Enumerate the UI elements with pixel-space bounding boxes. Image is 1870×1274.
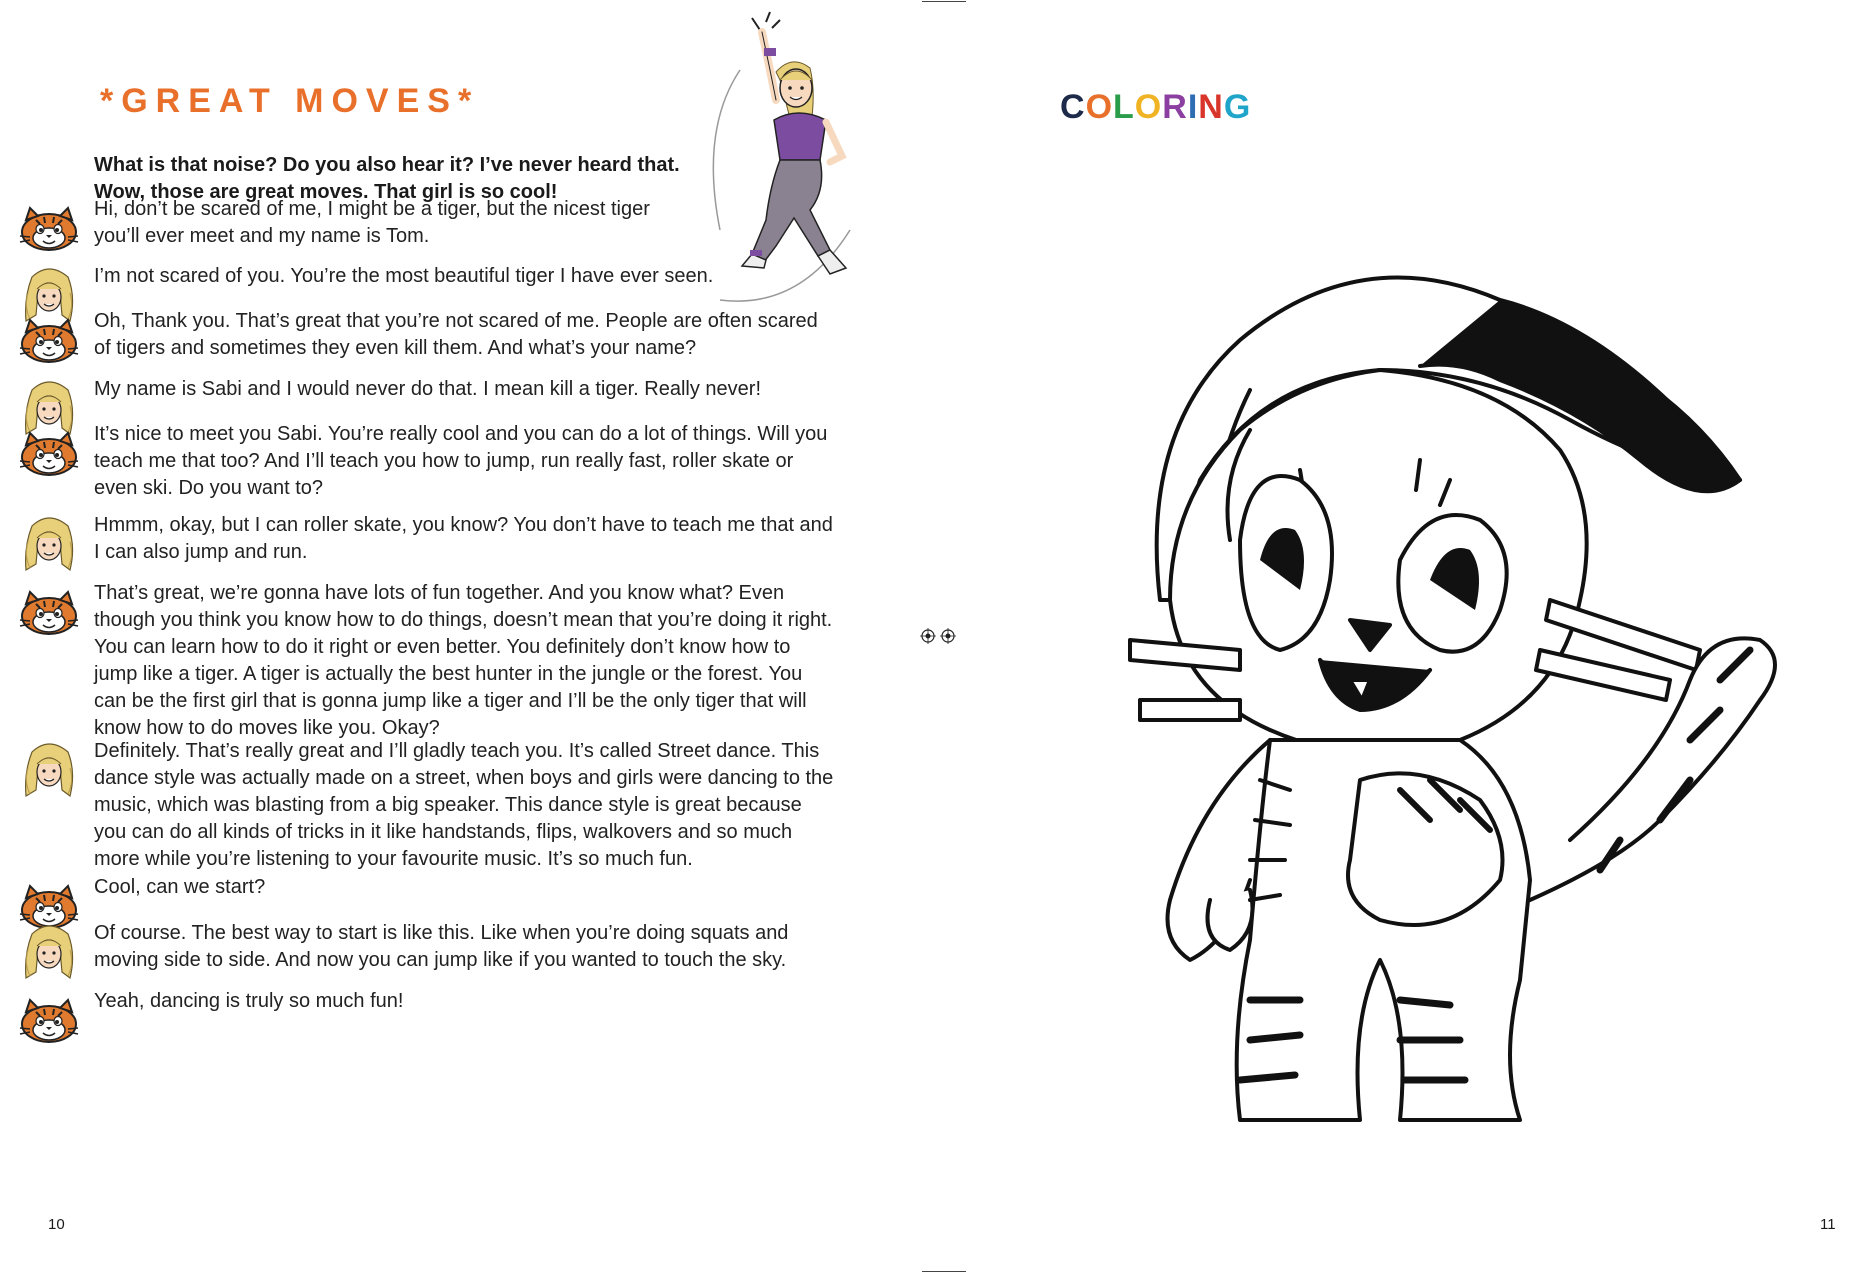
dialogue-text: I’m not scared of you. You’re the most beautiful tiger I have ever seen. <box>94 265 714 287</box>
title-letter: L <box>1113 88 1135 126</box>
dialogue-text: It’s nice to meet you Sabi. You’re really cool and you can do a lot of things. Will you teach me that too? And I’ll teach you how to jump, run really fast, roller skate or even ski. Do you want to? <box>94 423 828 499</box>
dialogue-text: Cool, can we start? <box>94 876 266 898</box>
page-title: *GREAT MOVES* <box>100 82 480 120</box>
intro-line: Wow, those are great moves. That girl is so cool! <box>94 181 558 203</box>
title-letter: I <box>1187 88 1199 126</box>
title-letter: R <box>1162 88 1188 126</box>
tiger-face-icon <box>18 308 80 370</box>
title-letter: N <box>1198 88 1224 126</box>
title-letter: O <box>1134 88 1163 126</box>
dialogue-text: Hmmm, okay, but I can roller skate, you know? You don’t have to teach me that and I can also jump and run. <box>94 514 833 563</box>
dialogue-text: That’s great, we’re gonna have lots of fun together. And you know what? Even though you think you know how to do things, doesn’t mean that you’re doing it right. You can learn how to do it right or even better. You definitely don’t know how to jump like a tiger. A tiger is actually the best hunter in the jungle or the forest. You can be the first girl that is gonna jump like a tiger and I’ll be the only tiger that will know how to do moves like you. Okay? <box>94 582 833 739</box>
page-number: 11 <box>1820 1216 1836 1233</box>
dialogue-text: Yeah, dancing is truly so much fun! <box>94 990 404 1012</box>
tiger-coloring-illustration <box>1100 180 1790 1140</box>
coloring-title <box>1060 88 1251 127</box>
page-number: 10 <box>48 1216 65 1233</box>
girl-face-icon <box>18 920 80 982</box>
dialogue-text: Oh, Thank you. That’s great that you’re not scared of me. People are often scared of tigers and sometimes they even kill them. And what’s your name? <box>94 310 818 359</box>
intro-line: What is that noise? Do you also hear it? I’ve never heard that. <box>94 154 680 176</box>
dialogue-text: Definitely. That’s really great and I’ll gladly teach you. It’s called Street dance. This dance style was actually made on a street, when boys and girls were dancing to the music, which was blasting from a big speaker. This dance style is great because you can do all kinds of tricks in it like handstands, flips, walkovers and so much more while you’re listening to your favourite music. It’s so much fun. <box>94 740 834 870</box>
tiger-face-icon <box>18 196 80 258</box>
tiger-face-icon <box>18 580 80 642</box>
registration-mark-icon <box>920 628 936 644</box>
dialogue-text: My name is Sabi and I would never do that. I mean kill a tiger. Really never! <box>94 378 762 400</box>
title-letter: C <box>1060 88 1086 126</box>
tiger-face-icon <box>18 988 80 1050</box>
tiger-face-icon <box>18 421 80 483</box>
girl-face-icon <box>18 512 80 574</box>
girl-face-icon <box>18 738 80 800</box>
title-letter: O <box>1085 88 1114 126</box>
dialogue-text: Hi, don’t be scared of me, I might be a tiger, but the nicest tiger you’ll ever meet and my name is Tom. <box>94 198 650 247</box>
dialogue-text: Of course. The best way to start is like this. Like when you’re doing squats and moving side to side. And now you can jump like if you wanted to touch the sky. <box>94 922 789 971</box>
title-letter: G <box>1223 88 1252 126</box>
